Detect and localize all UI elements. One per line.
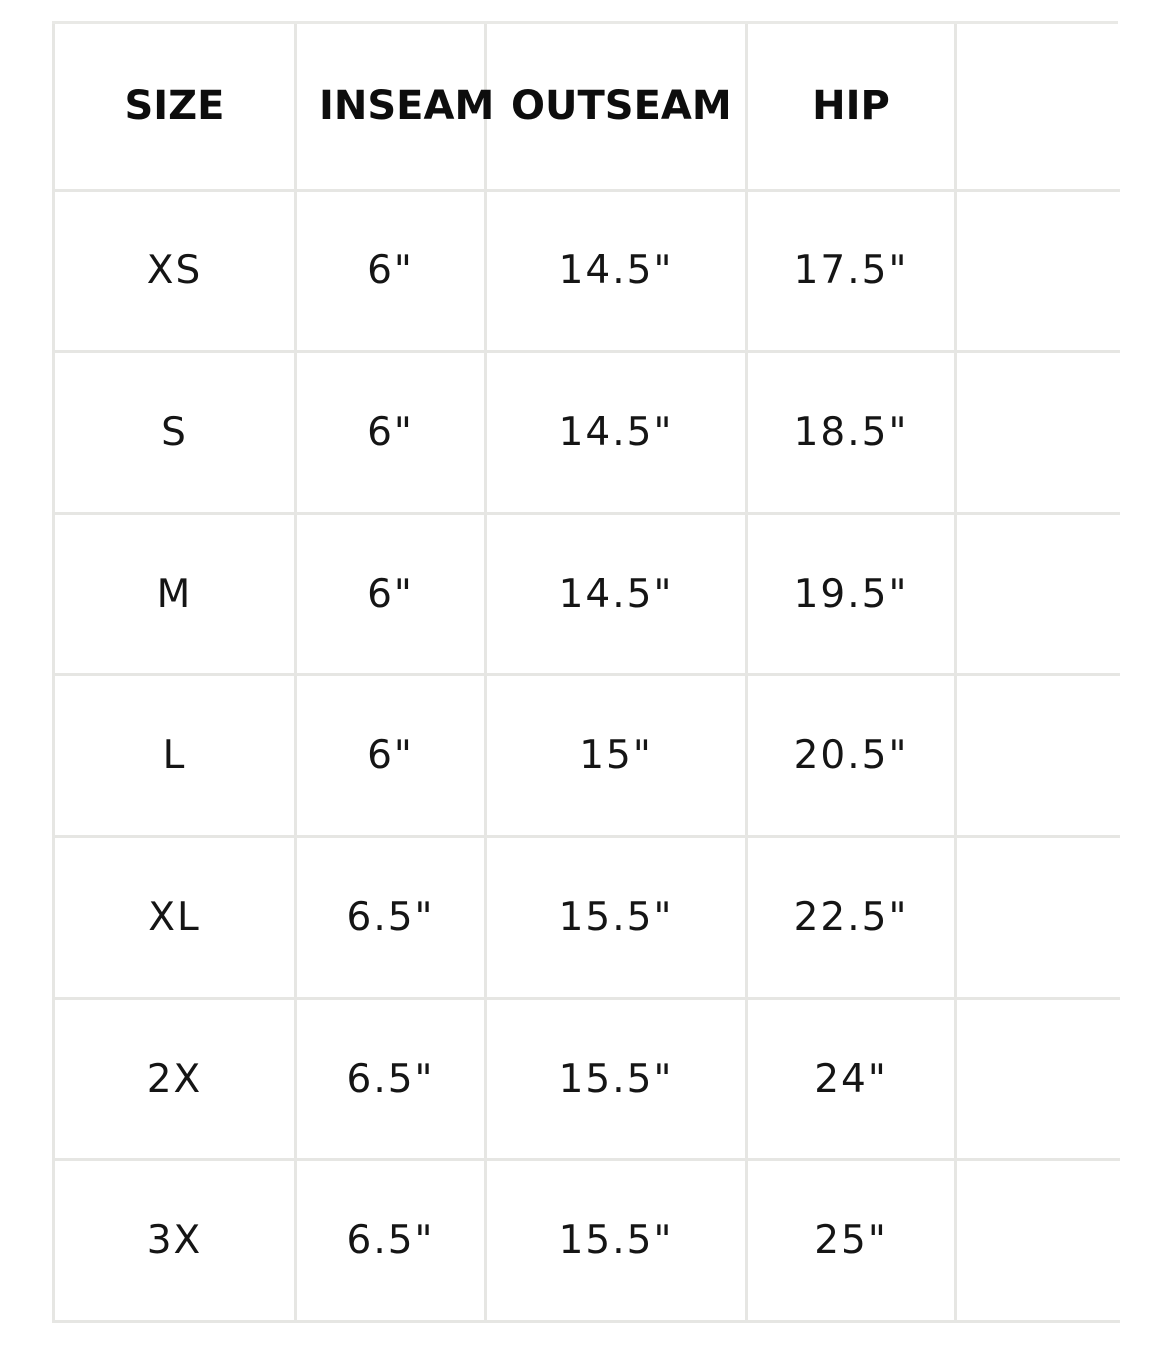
cell-hip: 20.5" xyxy=(747,675,956,837)
cell-inseam: 6.5" xyxy=(296,1160,486,1322)
cell-outseam: 15.5" xyxy=(486,998,747,1160)
cell-size: S xyxy=(54,352,296,514)
table-row xyxy=(54,190,1120,352)
cell-empty xyxy=(956,837,1120,999)
cell-empty xyxy=(956,1160,1120,1322)
cell-outseam: 14.5" xyxy=(486,190,747,352)
cell-inseam: 6" xyxy=(296,675,486,837)
table-row xyxy=(54,837,1120,999)
cell-size: L xyxy=(54,675,296,837)
cell-outseam: 15" xyxy=(486,675,747,837)
cell-inseam: 6" xyxy=(296,513,486,675)
cell-inseam: 6" xyxy=(296,190,486,352)
header-empty xyxy=(956,24,1120,190)
cell-hip: 17.5" xyxy=(747,190,956,352)
header-size: SIZE xyxy=(54,24,296,190)
cell-empty xyxy=(956,998,1120,1160)
cell-outseam: 15.5" xyxy=(486,837,747,999)
table-row xyxy=(54,675,1120,837)
cell-size: M xyxy=(54,513,296,675)
cell-inseam: 6.5" xyxy=(296,837,486,999)
cell-outseam: 15.5" xyxy=(486,1160,747,1322)
table-row xyxy=(54,352,1120,514)
header-hip: HIP xyxy=(747,24,956,190)
header-inseam: INSEAM xyxy=(296,24,486,190)
cell-hip: 25" xyxy=(747,1160,956,1322)
size-chart-table xyxy=(52,24,1120,1323)
cell-hip: 18.5" xyxy=(747,352,956,514)
table-row xyxy=(54,998,1120,1160)
cell-empty xyxy=(956,352,1120,514)
cell-empty xyxy=(956,675,1120,837)
cell-outseam: 14.5" xyxy=(486,513,747,675)
cell-inseam: 6" xyxy=(296,352,486,514)
cell-outseam: 14.5" xyxy=(486,352,747,514)
header-outseam: OUTSEAM xyxy=(486,24,747,190)
cell-size: 2X xyxy=(54,998,296,1160)
cell-size: XL xyxy=(54,837,296,999)
cell-hip: 19.5" xyxy=(747,513,956,675)
cell-empty xyxy=(956,513,1120,675)
table-row xyxy=(54,1160,1120,1322)
cell-inseam: 6.5" xyxy=(296,998,486,1160)
cell-hip: 24" xyxy=(747,998,956,1160)
table-header-row xyxy=(54,24,1120,190)
cell-size: 3X xyxy=(54,1160,296,1322)
cell-size: XS xyxy=(54,190,296,352)
cell-hip: 22.5" xyxy=(747,837,956,999)
cell-empty xyxy=(956,190,1120,352)
table-row xyxy=(54,513,1120,675)
